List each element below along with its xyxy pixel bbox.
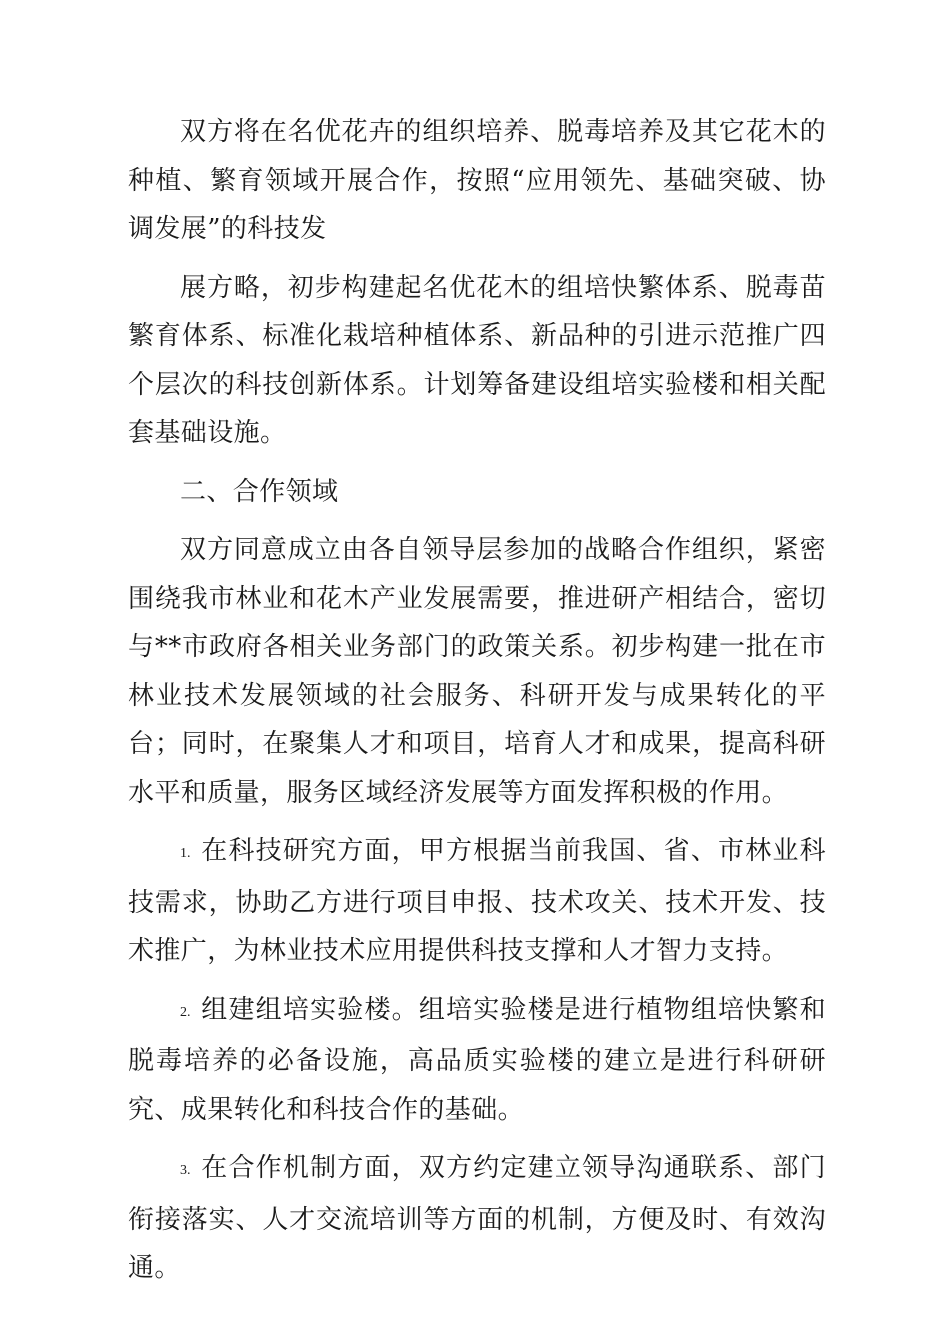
list-item-mechanism bbox=[128, 1144, 826, 1293]
list-item-lab-building bbox=[128, 986, 826, 1135]
list-item-research bbox=[128, 827, 826, 976]
list-item-number: 1. bbox=[180, 846, 191, 861]
list-item-number: 3. bbox=[180, 1163, 191, 1178]
section-heading-cooperation-fields: 二、合作领域 bbox=[180, 476, 339, 507]
paragraph-strategic-organization: 双方同意成立由各自领导层参加的战略合作组织，紧密围绕我市林业和花木产业发展需要，推进研产相结合，密切与**市政府各相关业务部门的政策关系。初步构建一批在市林业技术发展领域的社会服务、科研开发与成果转化的平台；同时，在聚集人才和项目，培育人才和成果，提高科研水平和质量，服务区域经济发展等方面发挥积极的作用。 bbox=[128, 535, 826, 808]
list-item-text: 组建组培实验楼。组培实验楼是进行植物组培快繁和脱毒培养的必备设施，高品质实验楼的建立是进行科研研究、成果转化和科技合作的基础。 bbox=[128, 994, 826, 1125]
paragraph-development-strategy: 展方略，初步构建起名优花木的组培快繁体系、脱毒苗繁育体系、标准化栽培种植体系、新品种的引进示范推广四个层次的科技创新体系。计划筹备建设组培实验楼和相关配套基础设施。 bbox=[128, 272, 826, 448]
list-item-text: 在科技研究方面，甲方根据当前我国、省、市林业科技需求，协助乙方进行项目申报、技术攻关、技术开发、技术推广，为林业技术应用提供科技支撑和人才智力支持。 bbox=[128, 836, 826, 966]
list-item-text: 在合作机制方面，双方约定建立领导沟通联系、部门衔接落实、人才交流培训等方面的机制，方便及时、有效沟通。 bbox=[128, 1153, 826, 1283]
paragraph-cooperation-intro: 双方将在名优花卉的组织培养、脱毒培养及其它花木的种植、繁育领域开展合作，按照“应用领先、基础突破、协调发展”的科技发 bbox=[128, 117, 826, 244]
list-item-number: 2. bbox=[180, 1004, 191, 1020]
document-page bbox=[128, 108, 826, 1293]
